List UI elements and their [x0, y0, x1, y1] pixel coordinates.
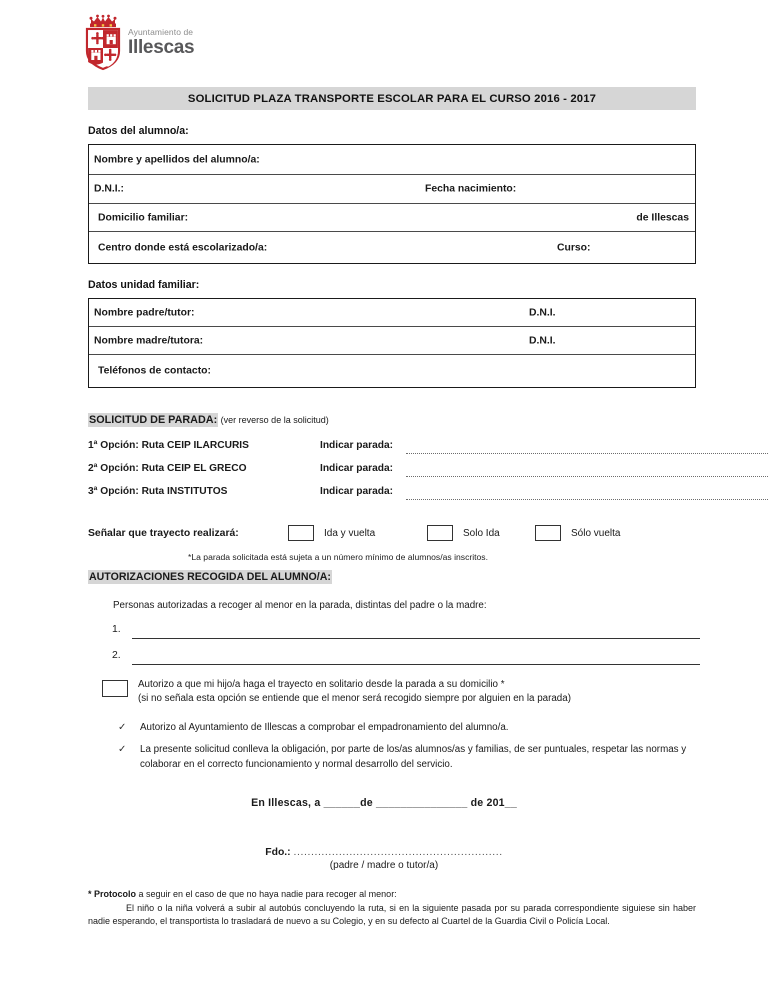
- stop-option-2-indicar-label: Indicar parada:: [320, 463, 394, 474]
- table-row-father[interactable]: [89, 299, 695, 327]
- student-data-table: [88, 144, 696, 264]
- authorized-person-1-row[interactable]: [112, 624, 692, 644]
- protocol-first-line: [88, 888, 696, 902]
- logo-line-ayuntamiento: Ayuntamiento de: [128, 27, 194, 37]
- protocol-footnote: [88, 888, 696, 929]
- stop-option-1-indicar-label: Indicar parada:: [320, 440, 394, 451]
- stop-option-3-input-line[interactable]: [406, 499, 768, 500]
- document-title-banner: [88, 87, 696, 110]
- stop-option-1-label: 1ª Opción: Ruta CEIP ILARCURIS: [88, 440, 249, 451]
- authorized-persons-intro: Personas autorizadas a recoger al menor en la parada, distintas del padre o la madre:: [113, 600, 487, 611]
- authorized-person-1-number: 1.: [112, 624, 121, 635]
- family-address-label: Domicilio familiar:: [98, 212, 189, 223]
- checkbox-ida-y-vuelta[interactable]: [288, 525, 314, 541]
- stop-option-3-row[interactable]: [88, 486, 696, 504]
- protocol-bold-marker: * Protocolo: [88, 889, 137, 899]
- father-name-label: Nombre padre/tutor:: [94, 307, 195, 318]
- coat-of-arms-icon: [82, 13, 124, 71]
- family-section-heading: Datos unidad familiar:: [88, 279, 200, 291]
- table-row-phones[interactable]: [89, 355, 695, 387]
- table-row-student-dni[interactable]: [89, 175, 695, 204]
- signature-date-line: [0, 797, 768, 809]
- authorized-person-1-input-line[interactable]: [132, 638, 700, 639]
- stop-request-heading-note: (ver reverso de la solicitud): [218, 415, 329, 425]
- solo-trayecto-authorization-text: [138, 678, 698, 706]
- authorized-person-2-input-line[interactable]: [132, 664, 700, 665]
- family-data-table: [88, 298, 696, 388]
- stop-option-2-row[interactable]: [88, 463, 696, 481]
- journey-type-row: [88, 524, 696, 546]
- solo-trayecto-line-1: Autorizo a que mi hijo/a haga el trayecto en solitario desde la parada a su domicilio *: [138, 679, 505, 690]
- ayuntamiento-logo: [78, 13, 268, 75]
- table-row-student-name[interactable]: [89, 145, 695, 175]
- signature-month-blank[interactable]: _______________: [376, 797, 468, 809]
- student-name-label: Nombre y apellidos del alumno/a:: [94, 154, 260, 165]
- table-row-school[interactable]: [89, 232, 695, 263]
- signature-fdo-dots[interactable]: ............................................................: [293, 847, 503, 858]
- stop-option-1-row[interactable]: [88, 440, 696, 458]
- mother-name-label: Nombre madre/tutora:: [94, 335, 204, 346]
- signature-block: [0, 847, 768, 871]
- authorized-person-2-row[interactable]: [112, 650, 692, 670]
- stop-option-3-indicar-label: Indicar parada:: [320, 486, 394, 497]
- stop-option-2-label: 2ª Opción: Ruta CEIP EL GRECO: [88, 463, 247, 474]
- stop-option-3-label: 3ª Opción: Ruta INSTITUTOS: [88, 486, 228, 497]
- journey-footnote: *La parada solicitada está sujeta a un número mínimo de alumnos/as inscritos.: [188, 552, 488, 562]
- signature-year-blank[interactable]: __: [504, 797, 517, 809]
- tick-item-empadronamiento-text: Autorizo al Ayuntamiento de Illescas a comprobar el empadronamiento del alumno/a.: [140, 722, 509, 733]
- signature-fdo-label: Fdo.:: [265, 847, 294, 858]
- table-row-family-address[interactable]: [89, 204, 695, 232]
- label-solo-vuelta: Sólo vuelta: [571, 528, 621, 539]
- tick-item-obligaciones: [118, 743, 698, 772]
- label-ida-y-vuelta: Ida y vuelta: [324, 528, 376, 539]
- tick-item-obligaciones-text: La presente solicitud conlleva la obligación, por parte de los/as alumnos/as y familias, de ser puntuales, respetar las normas y colaborar en el correcto funcionamiento y normal desarrollo del servicio.: [140, 744, 687, 770]
- authorizations-heading: [88, 571, 332, 583]
- contact-phones-label: Teléfonos de contacto:: [98, 365, 211, 377]
- signature-de-2: de 201: [467, 797, 505, 809]
- logo-line-illescas: Illescas: [128, 37, 195, 58]
- student-birthdate-label: Fecha nacimiento:: [425, 183, 517, 195]
- page-title: SOLICITUD PLAZA TRANSPORTE ESCOLAR PARA EL CURSO 2016 - 2017: [187, 92, 597, 105]
- student-dni-label: D.N.I.:: [94, 183, 125, 195]
- label-solo-ida: Solo Ida: [463, 528, 500, 539]
- check-mark-icon: ✓: [118, 722, 127, 733]
- signature-day-blank[interactable]: ______: [323, 797, 361, 809]
- checkbox-solo-ida[interactable]: [427, 525, 453, 541]
- table-row-mother[interactable]: [89, 327, 695, 355]
- authorized-person-2-number: 2.: [112, 650, 121, 661]
- signature-de-1: de: [360, 797, 377, 809]
- stop-option-1-input-line[interactable]: [406, 453, 768, 454]
- mother-dni-label: D.N.I.: [529, 335, 556, 346]
- authorizations-heading-text: AUTORIZACIONES RECOGIDA DEL ALUMNO/A:: [89, 571, 331, 583]
- stop-option-2-input-line[interactable]: [406, 476, 768, 477]
- protocol-body: El niño o la niña volverá a subir al autobús concluyendo la ruta, si en la siguiente pasada por su parada correspondiente siguiese sin haber nadie esperando, el transportista lo trasladará de nuevo a su Colegio, y en su defecto al Cuartel de la Guardia Civil o Policía Local.: [88, 902, 696, 926]
- solo-trayecto-line-2: (si no señala esta opción se entiende que el menor será recogido siempre por alguien en la parada): [138, 693, 571, 704]
- father-dni-label: D.N.I.: [529, 307, 556, 318]
- protocol-first-line-rest: a seguir en el caso de que no haya nadie para recoger al menor:: [136, 889, 397, 899]
- student-section-heading: Datos del alumno/a:: [88, 125, 189, 137]
- signature-fdo-line: [0, 847, 768, 858]
- tick-item-empadronamiento: [118, 721, 698, 736]
- checkbox-solo-vuelta[interactable]: [535, 525, 561, 541]
- signature-fdo-subtitle: (padre / madre o tutor/a): [329, 860, 439, 871]
- address-city-suffix: de Illescas: [636, 212, 689, 223]
- stop-request-heading-text: SOLICITUD DE PARADA:: [89, 414, 218, 426]
- school-label: Centro donde está escolarizado/a:: [98, 242, 268, 253]
- check-mark-icon: ✓: [118, 744, 127, 755]
- stop-request-heading: [88, 414, 329, 426]
- logo-wordmark: [128, 27, 268, 58]
- journey-type-label: Señalar que trayecto realizará:: [88, 528, 239, 539]
- signature-place-prefix: En Illescas, a: [251, 797, 324, 809]
- checkbox-solo-trayecto-autorizacion[interactable]: [102, 680, 128, 697]
- course-label: Curso:: [557, 242, 591, 253]
